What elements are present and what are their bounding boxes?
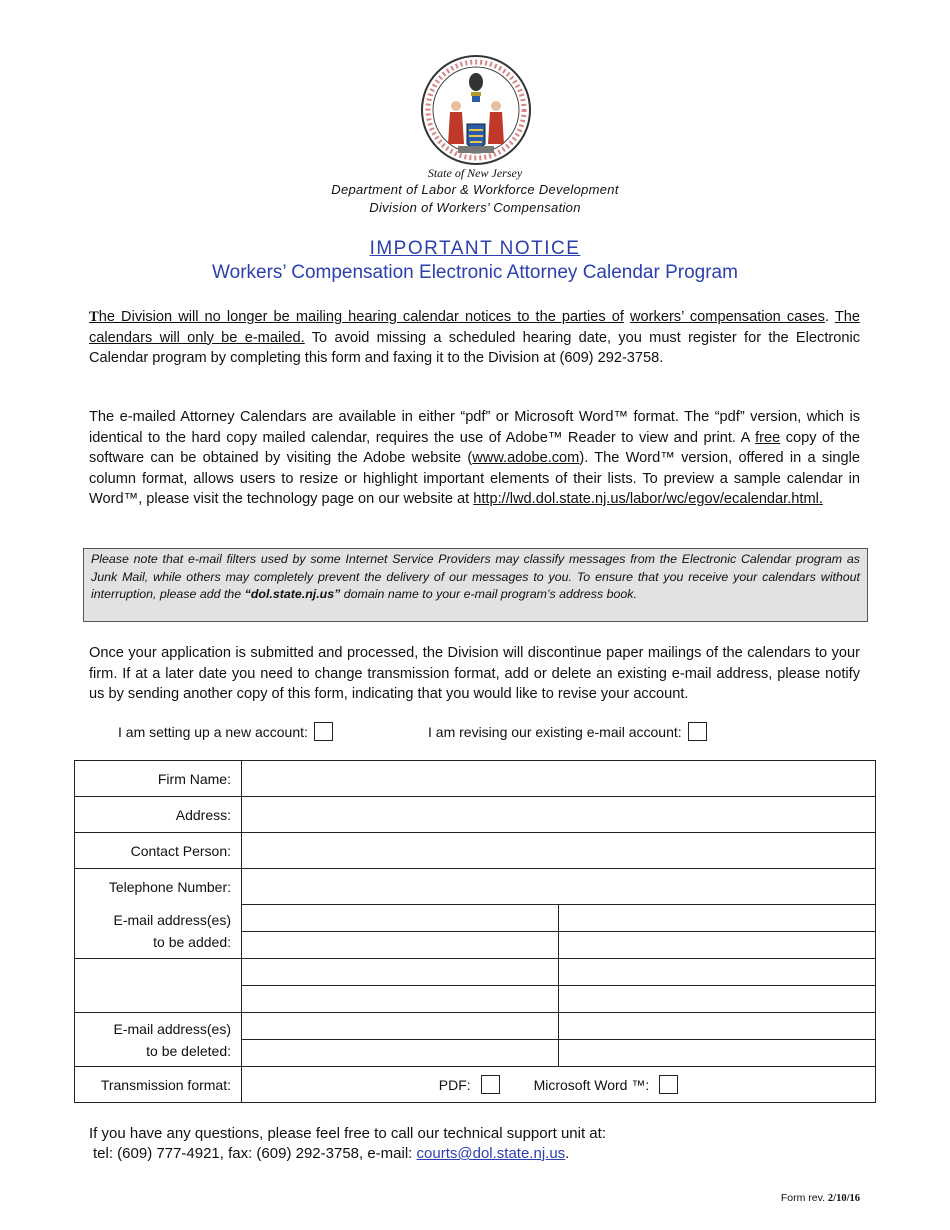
email-add-field[interactable] [242, 959, 559, 986]
email-delete-field[interactable] [242, 1013, 559, 1040]
email-add-field[interactable] [242, 986, 559, 1013]
junk-mail-note: Please note that e-mail filters used by some Internet Service Providers may classify messages from the Electronic Calendar program as Junk Mail, while others may completely prevent the delivery of our messages to you. To ensure that you receive your calendars without interruption, please add the “dol.state.nj.us” domain name to your e-mail program’s address book. [83, 548, 868, 622]
state-name: State of New Jersey [427, 166, 523, 180]
email-add-label: E-mail address(es) to be added: [75, 905, 242, 959]
department-name: Department of Labor & Workforce Development [331, 182, 619, 197]
telephone-label: Telephone Number: [75, 869, 242, 905]
notice-subtitle: Workers’ Compensation Electronic Attorney Calendar Program [212, 262, 738, 283]
email-add-field[interactable] [242, 905, 559, 932]
contact-person-label: Contact Person: [75, 833, 242, 869]
revise-account-option [428, 722, 707, 741]
domain-name: “dol.state.nj.us” [244, 587, 341, 601]
transmission-format-options [242, 1067, 876, 1103]
division-name: Division of Workers’ Compensation [369, 200, 581, 215]
support-email-link[interactable]: courts@dol.state.nj.us [416, 1145, 566, 1162]
support-numbers: tel: (609) 777-4921, fax: (609) 292-3758, e-mail: courts@dol.state.nj.us. [93, 1145, 570, 1162]
adobe-link[interactable]: www.adobe.com [472, 450, 580, 466]
address-label: Address: [75, 797, 242, 833]
new-account-checkbox[interactable] [314, 722, 333, 741]
pdf-option [439, 1075, 500, 1094]
paragraph-mailing: The Division will no longer be mailing hearing calendar notices to the parties of workers’ compensation cases. The calendars will only be e-mailed. To avoid missing a scheduled hearing date, you must register for the Electronic Calendar program by completing this form and faxing it to the Division at (609) 292-3758. [89, 309, 860, 366]
pdf-checkbox[interactable] [481, 1075, 500, 1094]
technology-page-link[interactable]: http://lwd.dol.state.nj.us/labor/wc/egov/ecalendar.html. [473, 491, 823, 507]
firm-name-field[interactable] [242, 761, 876, 797]
revise-account-label: I am revising our existing e-mail account: [428, 723, 682, 740]
email-add-field[interactable] [242, 932, 559, 959]
pdf-label: PDF: [438, 1076, 471, 1093]
contact-person-field[interactable] [242, 833, 876, 869]
paragraph-formats: The e-mailed Attorney Calendars are available in either “pdf” or Microsoft Word™ format. The “pdf” version, which is identical to the hard copy mailed calendar, requires the use of Adobe™ Reader to view and print. A free copy of the software can be obtained by visiting the Adobe website (www.adobe.com). The Word™ version, offered in a single column format, allows users to resize or highlight important elements of their lists. To preview a sample calendar in Word™, please visit the technology page on our website at http://lwd.dol.state.nj.us/labor/wc/egov/ecalendar.html. [89, 409, 860, 507]
seal-icon [420, 54, 532, 166]
email-add-field[interactable] [559, 959, 876, 986]
nj-state-seal [420, 54, 532, 166]
email-delete-field[interactable] [242, 1040, 559, 1067]
email-add-field[interactable] [559, 932, 876, 959]
form-revision-date: 2/10/16 [827, 1193, 860, 1204]
transmission-format-label: Transmission format: [75, 1067, 242, 1103]
free-text: free [755, 429, 781, 446]
email-delete-field[interactable] [559, 1040, 876, 1067]
word-label: Microsoft Word ™: [533, 1076, 650, 1093]
email-add-field[interactable] [559, 905, 876, 932]
word-checkbox[interactable] [659, 1075, 678, 1094]
department-header [0, 166, 950, 217]
telephone-field[interactable] [242, 869, 876, 905]
firm-name-label: Firm Name: [75, 761, 242, 797]
new-account-option [118, 722, 333, 741]
registration-form [74, 760, 876, 1103]
email-delete-label: E-mail address(es) to be deleted: [75, 1013, 242, 1067]
email-add-field[interactable] [559, 986, 876, 1013]
new-account-label: I am setting up a new account: [118, 723, 308, 740]
word-option [534, 1075, 679, 1094]
notice-title: IMPORTANT NOTICE [369, 238, 581, 259]
form-revision: Form rev. 2/10/16 [780, 1192, 860, 1204]
email-extra-label [75, 959, 242, 1013]
support-intro: If you have any questions, please feel free to call our technical support unit at: [89, 1125, 606, 1142]
paragraph-processing: Once your application is submitted and processed, the Division will discontinue paper mailings of the calendars to your firm. If at a later date you need to change transmission format, add or delete an existing e-mail address, please notify us by sending another copy of this form, indicating that you would like to revise your account. [89, 645, 860, 702]
address-field[interactable] [242, 797, 876, 833]
revise-account-checkbox[interactable] [688, 722, 707, 741]
drop-letter: T [89, 309, 99, 325]
email-delete-field[interactable] [559, 1013, 876, 1040]
support-contact [89, 1124, 606, 1164]
